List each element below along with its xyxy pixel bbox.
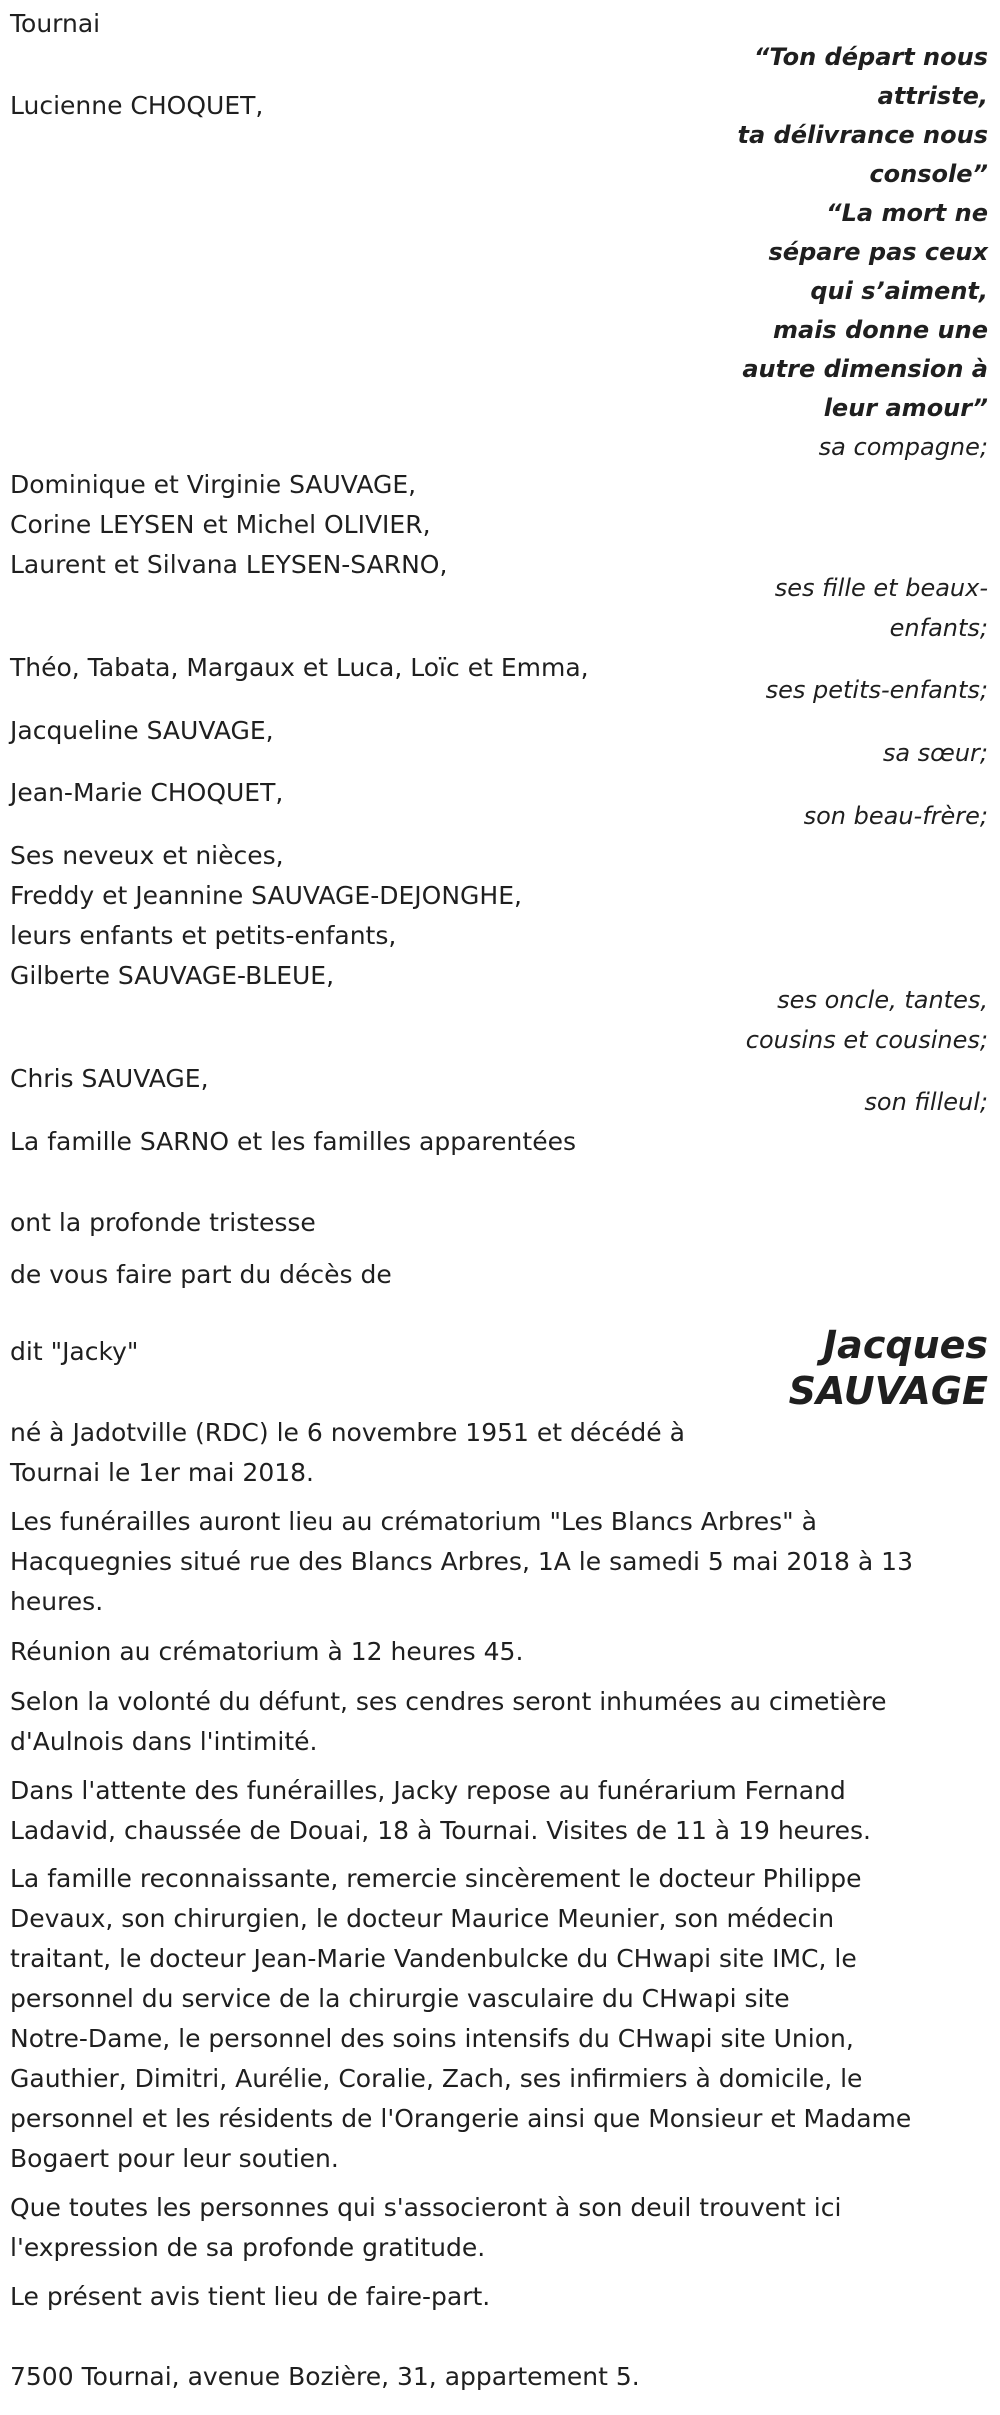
paragraph-ashes — [10, 1682, 985, 1762]
paragraph-funeral — [10, 1502, 985, 1622]
deceased-first-name: Jacques — [823, 1323, 988, 1367]
paragraph-line: traitant, le docteur Jean-Marie Vandenbulcke du CHwapi site IMC, le — [10, 1944, 857, 1973]
paragraph-line: d'Aulnois dans l'intimité. — [10, 1727, 318, 1756]
godson-name: Chris SAUVAGE, — [10, 1064, 209, 1093]
quote — [698, 38, 988, 428]
paragraph-thanks — [10, 1859, 985, 2179]
brother-in-law-name: Jean-Marie CHOQUET, — [10, 778, 284, 807]
quote-line: “Ton départ nous — [753, 43, 988, 71]
quote-line: autre dimension à — [742, 355, 988, 383]
children-list — [10, 465, 447, 585]
quote-line: “La mort ne — [826, 199, 988, 227]
partner-name: Lucienne CHOQUET, — [10, 91, 264, 120]
deceased-nickname: dit "Jacky" — [10, 1337, 139, 1366]
relation-godson: son filleul; — [864, 1088, 988, 1116]
family-line: Gilberte SAUVAGE-BLEUE, — [10, 961, 335, 990]
relation-brother-in-law: son beau-frère; — [803, 802, 988, 830]
quote-line: attriste, — [877, 82, 988, 110]
city: Tournai — [10, 9, 101, 38]
paragraph-line: Réunion au crématorium à 12 heures 45. — [10, 1637, 524, 1666]
deceased-name — [688, 1322, 988, 1414]
child-name: Dominique et Virginie SAUVAGE, — [10, 470, 417, 499]
paragraph-line: La famille reconnaissante, remercie sincèrement le docteur Philippe — [10, 1864, 862, 1893]
paragraph-line: Dans l'attente des funérailles, Jacky repose au funérarium Fernand — [10, 1776, 846, 1805]
paragraph-line: Que toutes les personnes qui s'associeront à son deuil trouvent ici — [10, 2193, 842, 2222]
paragraph-notice — [10, 2277, 985, 2317]
relation-sister: sa sœur; — [882, 739, 988, 767]
announcement-line1: ont la profonde tristesse — [10, 1208, 316, 1237]
paragraph-line: personnel du service de la chirurgie vasculaire du CHwapi site — [10, 1984, 790, 2013]
relation-daughter — [775, 568, 988, 648]
family-sarno: La famille SARNO et les familles apparentées — [10, 1127, 576, 1156]
deceased-last-name: SAUVAGE — [788, 1369, 988, 1413]
paragraph-line: l'expression de sa profonde gratitude. — [10, 2233, 486, 2262]
sister-name: Jacqueline SAUVAGE, — [10, 716, 274, 745]
paragraph-line: Les funérailles auront lieu au crématorium "Les Blancs Arbres" à — [10, 1507, 817, 1536]
quote-line: leur amour” — [823, 394, 988, 422]
grandchildren-names: Théo, Tabata, Margaux et Luca, Loïc et Emma, — [10, 653, 589, 682]
extended-family-list — [10, 836, 522, 996]
family-line: leurs enfants et petits-enfants, — [10, 921, 397, 950]
paragraph-line: heures. — [10, 1587, 104, 1616]
relation-line: enfants; — [889, 614, 988, 642]
paragraph-line: Tournai le 1er mai 2018. — [10, 1458, 314, 1487]
relation-grandchildren: ses petits-enfants; — [765, 676, 988, 704]
relation-line: ses oncle, tantes, — [777, 986, 988, 1014]
paragraph-line: personnel et les résidents de l'Orangerie ainsi que Monsieur et Madame — [10, 2104, 912, 2133]
relation-line: ses fille et beaux- — [774, 574, 988, 602]
quote-line: ta délivrance nous — [737, 121, 988, 149]
paragraph-line: Ladavid, chaussée de Douai, 18 à Tournai. Visites de 11 à 19 heures. — [10, 1816, 871, 1845]
quote-line: mais donne une — [773, 316, 988, 344]
paragraph-birth — [10, 1413, 985, 1493]
family-line: Freddy et Jeannine SAUVAGE-DEJONGHE, — [10, 881, 522, 910]
paragraph-line: Devaux, son chirurgien, le docteur Maurice Meunier, son médecin — [10, 1904, 835, 1933]
paragraph-meeting — [10, 1632, 985, 1672]
announcement-line2: de vous faire part du décès de — [10, 1260, 392, 1289]
quote-line: sépare pas ceux — [768, 238, 988, 266]
address: 7500 Tournai, avenue Bozière, 31, appartement 5. — [10, 2362, 640, 2391]
quote-line: console” — [869, 160, 988, 188]
paragraph-line: Le présent avis tient lieu de faire-part. — [10, 2282, 491, 2311]
relation-family — [746, 980, 988, 1060]
child-name: Corine LEYSEN et Michel OLIVIER, — [10, 510, 431, 539]
paragraph-line: né à Jadotville (RDC) le 6 novembre 1951 et décédé à — [10, 1418, 685, 1447]
paragraph-line: Gauthier, Dimitri, Aurélie, Coralie, Zach, ses infirmiers à domicile, le — [10, 2064, 863, 2093]
paragraph-line: Notre-Dame, le personnel des soins intensifs du CHwapi site Union, — [10, 2024, 854, 2053]
paragraph-line: Selon la volonté du défunt, ses cendres seront inhumées au cimetière — [10, 1687, 887, 1716]
paragraph-gratitude — [10, 2188, 985, 2268]
paragraph-line: Bogaert pour leur soutien. — [10, 2144, 339, 2173]
quote-line: qui s’aiment, — [810, 277, 988, 305]
child-name: Laurent et Silvana LEYSEN-SARNO, — [10, 550, 448, 579]
paragraph-funerarium — [10, 1771, 985, 1851]
relation-companion: sa compagne; — [818, 433, 988, 461]
family-line: Ses neveux et nièces, — [10, 841, 284, 870]
paragraph-line: Hacquegnies situé rue des Blancs Arbres, 1A le samedi 5 mai 2018 à 13 — [10, 1547, 913, 1576]
relation-line: cousins et cousines; — [745, 1026, 988, 1054]
